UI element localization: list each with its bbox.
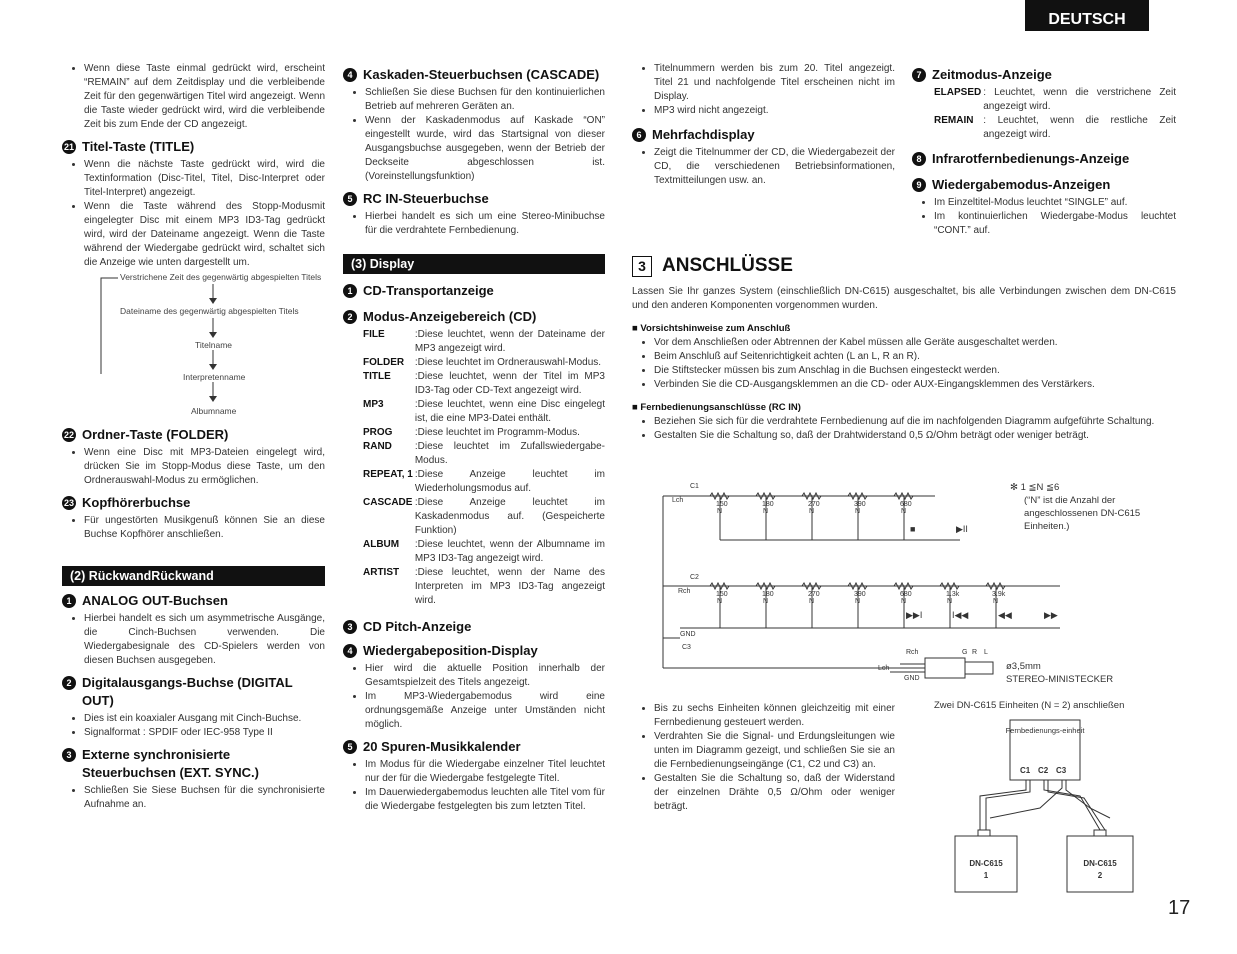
display-flow-diagram — [98, 270, 325, 420]
list-item: • Bis zu sechs Einheiten können gleichzeitig mit einer Fernbedienung gesteuert werden. — [654, 702, 895, 730]
section-heading — [62, 674, 325, 710]
list-item: • Dies ist ein koaxialer Ausgang mit Cinch-Buchse. — [84, 712, 325, 726]
table-row: ARTIST :Diese leuchtet, wenn der Name des Interpreten im MP3 ID3-Tag angezeigt wird. — [363, 567, 605, 606]
list-item: • Für ungestörten Musikgenuß können Sie an diese Buchse Kopfhörer anschließen. — [84, 514, 325, 542]
resistor-value: 150 — [716, 501, 728, 508]
resistor-value: 270 — [808, 591, 820, 598]
plug-size: ø3,5mm — [1006, 661, 1041, 672]
bullet-list — [62, 514, 325, 542]
number-badge: 2 — [343, 310, 357, 324]
bullet-list — [62, 446, 325, 488]
flow-step: Interpretenname — [183, 372, 246, 382]
section-title: Digitalausgangs-Buchse (DIGITAL OUT) — [82, 675, 293, 708]
number-badge: 6 — [632, 128, 646, 142]
section-heading — [912, 176, 1176, 194]
section-title: Wiedergabemodus-Anzeigen — [932, 177, 1111, 192]
bullet-list — [343, 758, 605, 814]
bullet-list — [343, 662, 605, 732]
section-heading — [632, 126, 895, 144]
list-item: • Gestalten Sie die Schaltung so, daß der Drahtwiderstand 0,5 Ω/Ohm beträgt oder weniger beträgt. — [654, 429, 1176, 443]
two-unit-caption: Zwei DN-C615 Einheiten (N = 2) anschließen — [934, 700, 1125, 711]
plug-caption — [1006, 660, 1113, 686]
section-title: Kaskaden-Steuerbuchsen (CASCADE) — [363, 67, 600, 82]
number-badge: 4 — [343, 68, 357, 82]
n-explanation: (“N” ist die Anzahl der angeschlossenen DN-C615 Einheiten.) — [1024, 495, 1141, 532]
resistor-value: 390 — [854, 591, 866, 598]
section-heading — [62, 138, 325, 156]
skip-forward-icon: ▶▶I — [906, 610, 923, 620]
bullet-list — [62, 712, 325, 740]
list-item: • Schließen Sie diese Buchsen für den kontinuierlichen Betrieb auf mehreren Geräten an. — [365, 86, 605, 114]
plug-r-label: R — [972, 649, 978, 656]
resistor-value: 270 — [808, 501, 820, 508]
section-title: Titel-Taste (TITLE) — [82, 139, 195, 154]
resistor-value: 180 — [762, 591, 774, 598]
jack-c2: C2 — [1038, 766, 1049, 775]
table-row: FILE :Diese leuchtet, wenn der Dateiname der MP3 angezeigt wird. — [363, 329, 605, 354]
number-badge: 23 — [63, 498, 74, 508]
table-row: CASCADE :Diese Anzeige leuchtet im Kaskadenmodus auf. (Gespeicherte Funktion) — [363, 497, 605, 536]
chapter-title: ANSCHLÜSSE — [662, 255, 793, 276]
list-item: • Hier wird die aktuelle Position innerhalb der Gesamtspielzeit des Titels angezeigt. — [365, 662, 605, 690]
list-item: • Beziehen Sie sich für die verdrahtete Fernbedienung auf die im nachfolgenden Diagramm aufgeführte Schaltung. — [654, 415, 1176, 429]
number-badge: 9 — [912, 178, 926, 192]
list-item: • Verbinden Sie die CD-Ausgangsklemmen an die CD- oder AUX-Eingangsklemmen des Verstärkers. — [654, 378, 1176, 392]
n-range: ✻ 1 ≦N ≦6 — [1010, 482, 1060, 493]
number-badge: 1 — [62, 594, 76, 608]
skip-back-icon: I◀◀ — [952, 610, 969, 620]
number-badge: 1 — [343, 284, 357, 298]
section-heading — [912, 66, 1176, 84]
section-heading — [62, 426, 325, 444]
list-item: • Die Stiftstecker müssen bis zum Anschlag in die Buchsen eingesteckt werden. — [654, 364, 1176, 378]
resistor-n-label: N — [717, 508, 723, 515]
section-title: Mehrfachdisplay — [652, 127, 755, 142]
jack-c3: C3 — [1056, 766, 1067, 775]
list-item: • Titelnummern werden bis zum 20. Titel angezeigt. Titel 21 und nachfolgende Titel erscheinen nicht im Display. — [654, 62, 895, 104]
c3-label: C3 — [682, 644, 691, 651]
section-title: Kopfhörerbuchse — [82, 495, 191, 510]
list-item: • Signalformat : SPDIF oder IEC-958 Type II — [84, 726, 325, 740]
resistor-n-label: N — [947, 598, 953, 605]
number-badge: 8 — [912, 152, 926, 166]
list-item: • Hierbei handelt es sich um asymmetrische Ausgänge, die Cinch-Buchsen verwenden. Die Wiedergabesignale des CD-Spielers werden von diesen Buchsen ausgegeben. — [84, 612, 325, 668]
plug-g-label: G — [962, 649, 968, 656]
table-row: FOLDER :Diese leuchtet im Ordnerauswahl-Modus. — [363, 357, 602, 368]
plug-rch-label: Rch — [906, 649, 919, 656]
list-item: • Im Dauerwiedergabemodus leuchten alle Titel vom für die Wiedergabe festgelegten bis zum letzten Titel. — [365, 786, 605, 814]
number-badge: 2 — [62, 676, 76, 690]
flow-step: Albumname — [191, 406, 237, 416]
rch-label: Rch — [678, 588, 691, 595]
resistor-n-label: N — [855, 598, 861, 605]
section-title: Zeitmodus-Anzeige — [932, 67, 1052, 82]
chapter-number: 3 — [632, 256, 652, 277]
resistor-value: 1.3k — [946, 591, 960, 598]
section-title: Infrarotfernbedienungs-Anzeige — [932, 151, 1130, 166]
list-item: • Hierbei handelt es sich um eine Stereo-Minibuchse für die verdrahtete Fernbedienung. — [365, 210, 605, 238]
section-title: 20 Spuren-Musikkalender — [363, 739, 521, 754]
list-item: • Wenn die Taste während des Stopp-Modusmit eingelegter Disc mit einem MP3 ID3-Tag gedrückt wird, wird der Dateiname angezeigt. Wenn die Taste während der Wiedergabe gedrückt wird, schaltet sich die Anzeige wie unten dargestellt um. — [84, 200, 325, 270]
resistor-value: 3.9k — [992, 591, 1006, 598]
transport-button-icons — [906, 524, 1058, 620]
section-heading — [343, 282, 605, 300]
bullet-list — [632, 146, 895, 188]
resistor-value: 180 — [762, 501, 774, 508]
section-heading — [62, 494, 325, 512]
plug-name: STEREO-MINISTECKER — [1006, 674, 1114, 685]
bullet-list — [632, 702, 895, 814]
column-3 — [632, 60, 895, 188]
section-title: RC IN-Steuerbuchse — [363, 191, 489, 206]
number-badge: 21 — [63, 142, 74, 152]
table-row: ELAPSED : Leuchtet, wenn die verstrichene Zeit angezeigt wird. — [934, 87, 1176, 112]
c2-label: C2 — [690, 574, 699, 581]
section-title: Externe synchronisierte Steuerbuchsen (EXT. SYNC.) — [82, 747, 259, 780]
resistor-n-label: N — [809, 598, 815, 605]
bullet-list — [632, 336, 1176, 392]
plug-l-label: L — [984, 649, 988, 656]
list-item: • Verdrahten Sie die Signal- und Erdungsleitungen wie unten im Diagramm gezeigt, und schließen Sie sie an die Fernbedienungseingänge (C1, C2 und C3) an. — [654, 730, 895, 772]
resistor-row-1 — [716, 501, 912, 508]
section-heading — [912, 150, 1176, 168]
bottom-notes — [632, 700, 895, 814]
section-title: Wiedergabeposition-Display — [363, 643, 538, 658]
section-heading — [343, 738, 605, 756]
list-item: • Vor dem Anschließen oder Abtrennen der Kabel müssen alle Geräte ausgeschaltet werden. — [654, 336, 1176, 350]
two-unit-diagram — [950, 718, 1150, 894]
list-item: • Im MP3-Wiedergabemodus wird eine ordnungsgemäße Anzeige unter Umständen nicht möglich. — [365, 690, 605, 732]
list-item: • Beim Anschluß auf Seitenrichtigkeit achten (L an L, R an R). — [654, 350, 1176, 364]
table-row: REMAIN : Leuchtet, wenn die restliche Zeit angezeigt wird. — [934, 115, 1177, 140]
gnd-label: GND — [680, 631, 696, 638]
flow-step: Dateiname des gegenwärtig abgespielten Titels — [120, 306, 299, 316]
table-row: REPEAT, 1 :Diese Anzeige leuchtet im Wiederholungsmodus auf. — [363, 469, 605, 494]
flow-step: Verstrichene Zeit des gegenwärtig abgespielten Titels — [120, 272, 322, 282]
section-title: CD-Transportanzeige — [363, 283, 494, 298]
page-number: 17 — [1168, 897, 1191, 919]
column-4 — [912, 60, 1176, 238]
remote-unit-label: Fernbedienungs-einheit — [1005, 726, 1085, 735]
number-badge: 4 — [343, 644, 357, 658]
bullet-list — [632, 62, 895, 118]
resistor-n-label: N — [993, 598, 999, 605]
resistor-n-label: N — [901, 598, 907, 605]
play-pause-icon: ▶II — [956, 524, 968, 534]
unit-2-label: DN-C615 — [1083, 859, 1117, 868]
resistor-n-label: N — [809, 508, 815, 515]
list-item: • MP3 wird nicht angezeigt. — [654, 104, 895, 118]
connections-section — [632, 255, 1176, 443]
list-item: • Wenn eine Disc mit MP3-Dateien eingelegt wird, drücken Sie im Stopp-Modus diese Taste, um den Ordnerauswahl-Modus zu ermöglichen. — [84, 446, 325, 488]
resistor-n-label: N — [901, 508, 907, 515]
bullet-list — [62, 612, 325, 668]
bullet-list — [343, 86, 605, 184]
resistor-value: 680 — [900, 591, 912, 598]
number-badge: 7 — [912, 68, 926, 82]
plug-lch-label: Lch — [878, 665, 890, 672]
bullet-list — [632, 415, 1176, 443]
table-row: PROG :Diese leuchtet im Programm-Modus. — [363, 427, 580, 438]
list-item: • Wenn diese Taste einmal gedrückt wird, erscheint “REMAIN” auf dem Zeitdisplay und die verbleibende Zeit für den gegenwärtigen Titel wird angezeigt. Wenn die Taste wieder gedrückt wird, wird die verbleibende Zeit bis zum Ende der CD angezeigt. — [84, 62, 325, 132]
section-heading — [343, 642, 605, 660]
resistor-n-label: N — [855, 508, 861, 515]
subheading: ■ Vorsichtshinweise zum Anschluß — [632, 323, 1176, 334]
bullet-list — [62, 62, 325, 132]
bullet-list — [912, 196, 1176, 238]
section-heading — [343, 308, 605, 326]
section-title: Modus-Anzeigebereich (CD) — [363, 309, 537, 324]
section-title: ANALOG OUT-Buchsen — [82, 593, 228, 608]
c1-label: C1 — [690, 483, 699, 490]
number-badge: 5 — [343, 192, 357, 206]
section-heading — [343, 66, 605, 84]
number-badge: 22 — [63, 430, 74, 440]
list-item: • Im kontinuierlichen Wiedergabe-Modus leuchtet “CONT.” auf. — [934, 210, 1176, 238]
list-item: • Wenn der Kaskadenmodus auf Kaskade “ON” eingestellt wurde, wird das Startsignal von dieser Ausgangsbuchse ausgegeben, wenn der Betrieb der Deckseite abgeschlossen ist. (Voreinstellungsfunktion) — [365, 114, 605, 184]
jack-c1: C1 — [1020, 766, 1031, 775]
table-row: TITLE :Diese leuchtet, wenn der Titel im MP3 ID3-Tag oder CD-Text angezeigt wird. — [363, 371, 605, 396]
number-badge: 3 — [343, 620, 357, 634]
bullet-list — [62, 158, 325, 270]
section-heading — [62, 746, 325, 782]
subheading: ■ Fernbedienungsanschlüsse (RC IN) — [632, 402, 1176, 413]
section-bar: (2) RückwandRückwand — [62, 566, 325, 586]
section-heading — [343, 618, 605, 636]
column-1 — [62, 60, 325, 812]
section-title: CD Pitch-Anzeige — [363, 619, 472, 634]
section-title: Ordner-Taste (FOLDER) — [82, 427, 229, 442]
chapter-heading — [632, 255, 1176, 277]
fast-forward-icon: ▶▶ — [1044, 610, 1058, 620]
mode-indicator-table — [363, 328, 605, 608]
circuit-note — [1010, 481, 1175, 533]
list-item: • Im Einzeltitel-Modus leuchtet “SINGLE” auf. — [934, 196, 1176, 210]
bullet-list — [343, 210, 605, 238]
list-item: • Zeigt die Titelnummer der CD, die Wiedergabezeit der CD, die verschiedenen Betriebsinformationen, Textmitteilungen usw. an. — [654, 146, 895, 188]
table-row: MP3 :Diese leuchtet, wenn eine Disc eingelegt ist, die eine MP3-Datei enthält. — [363, 399, 605, 424]
list-item: • Schließen Sie Siese Buchsen für die synchronisierte Aufnahme an. — [84, 784, 325, 812]
number-badge: 5 — [343, 740, 357, 754]
resistor-value: 390 — [854, 501, 866, 508]
language-tab: DEUTSCH — [1025, 0, 1149, 31]
section-bar: (3) Display — [343, 254, 605, 274]
section-heading — [343, 190, 605, 208]
resistor-n-label: N — [763, 508, 769, 515]
table-row: ALBUM :Diese leuchtet, wenn der Albumname im MP3 ID3-Tag angezeigt wird. — [363, 539, 605, 564]
table-row: RAND :Diese leuchtet im Zufallswiedergabe-Modus. — [363, 441, 605, 466]
plug-gnd-label: GND — [904, 675, 920, 682]
list-item: • Im Modus für die Wiedergabe einzelner Titel leuchtet nur der für die Wiedergabe festgelegte Titel. — [365, 758, 605, 786]
unit-1-number: 1 — [983, 871, 989, 880]
unit-2-number: 2 — [1097, 871, 1103, 880]
list-item: • Wenn die nächste Taste gedrückt wird, wird die Textinformation (Disc-Titel, Titel, Disc-Interpret oder Titel-Interpret) angezeigt. — [84, 158, 325, 200]
intro-paragraph: Lassen Sie Ihr ganzes System (einschließlich DN-C615) ausgeschaltet, bis alle Verbindungen zwischen dem DN-C615 und den anderen Komponenten vorgenommen wurden. — [632, 286, 1176, 311]
bullet-list — [62, 784, 325, 812]
resistor-value: 150 — [716, 591, 728, 598]
stop-icon: ■ — [910, 524, 916, 534]
list-item: • Gestalten Sie die Schaltung so, daß der Widerstand der einzelnen Drähte 0,5 Ω/Ohm oder weniger beträgt. — [654, 772, 895, 814]
number-badge: 3 — [62, 748, 76, 762]
column-2 — [343, 60, 605, 814]
resistor-n-label: N — [763, 598, 769, 605]
unit-1-label: DN-C615 — [969, 859, 1003, 868]
resistor-n-label: N — [717, 598, 723, 605]
resistor-value: 680 — [900, 501, 912, 508]
lch-label: Lch — [672, 497, 684, 504]
section-heading — [62, 592, 325, 610]
time-mode-table — [934, 86, 1176, 142]
flow-step: Titelname — [195, 340, 233, 350]
resistor-row-2 — [716, 591, 1006, 598]
rewind-icon: ◀◀ — [998, 610, 1012, 620]
